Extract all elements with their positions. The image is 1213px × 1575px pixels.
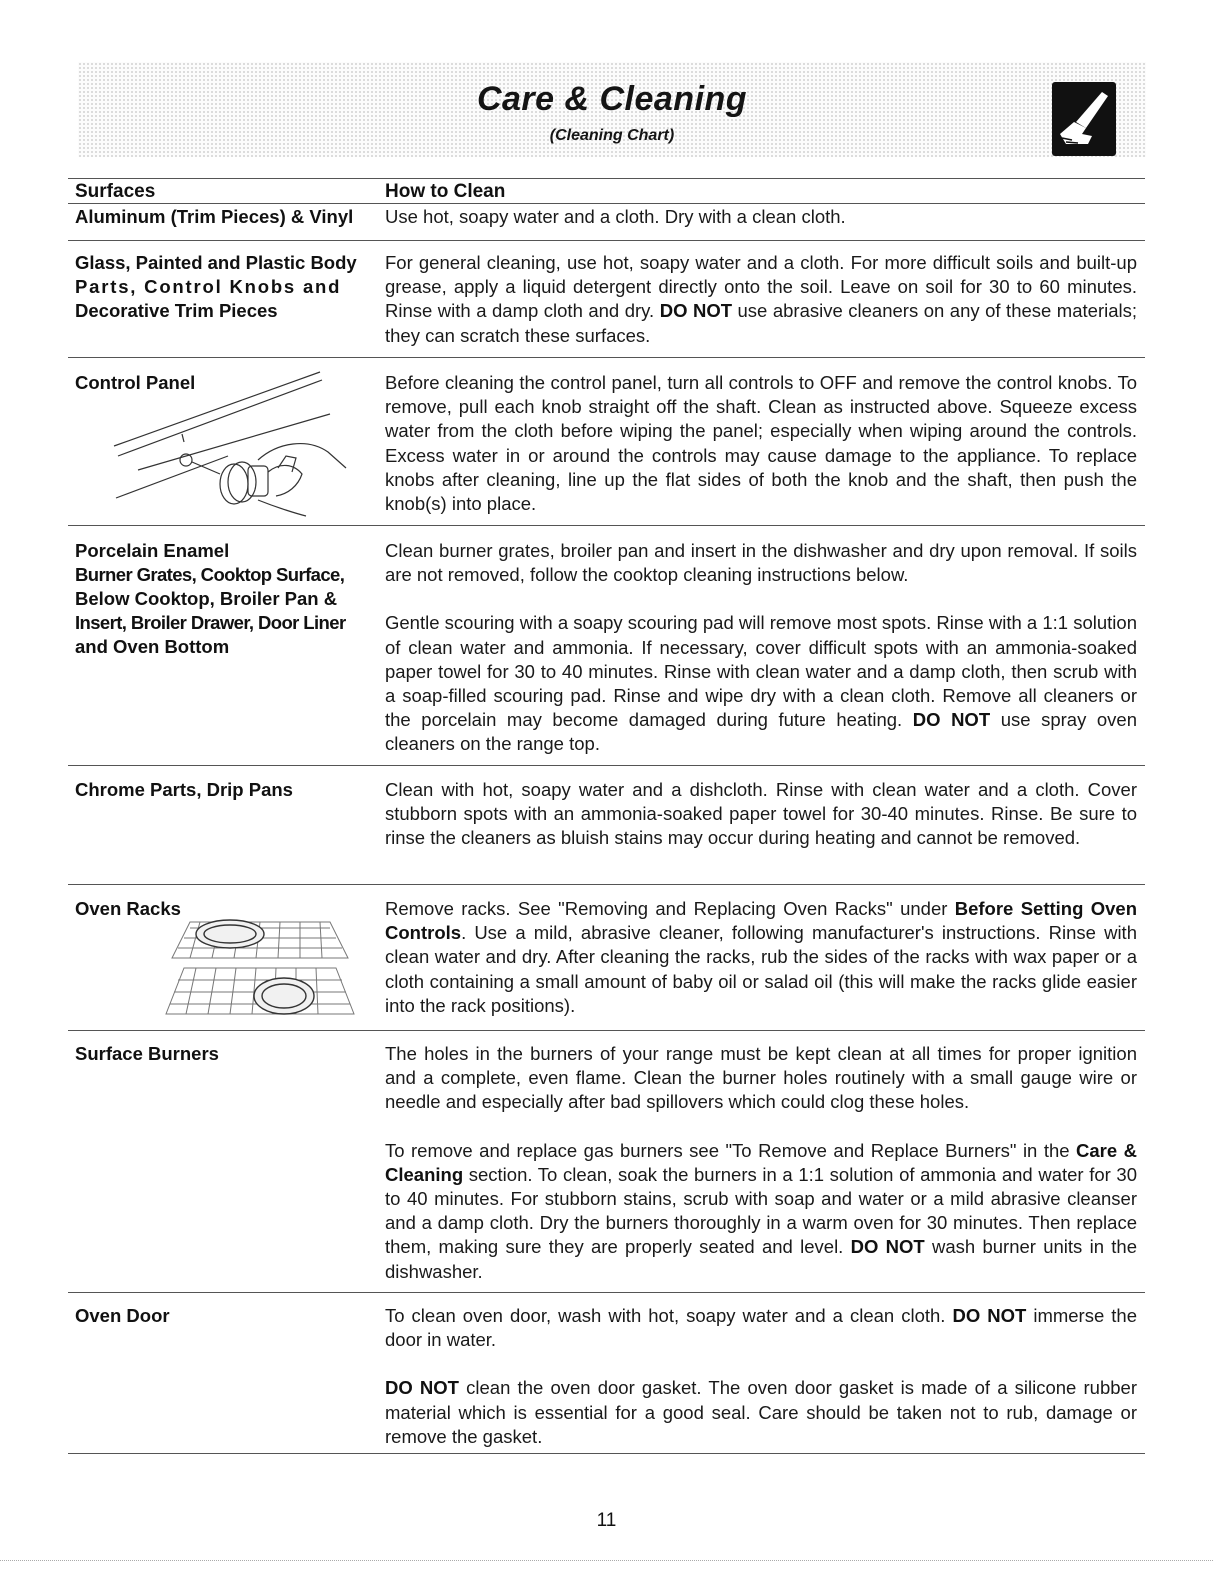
cleaning-text-surface-burners: [385, 1042, 1137, 1284]
body-text: clean the oven door gasket. The oven door gasket is made of a silicone rubber material which is essential for a good seal. Care should be taken not to rub, damage or remove the gasket.: [385, 1377, 1137, 1447]
surface-glass-painted-plastic: Glass, Painted and Plastic Body Parts, Control Knobs and Decorative Trim Pieces: [75, 252, 357, 321]
surface-oven-racks: Oven Racks: [75, 898, 181, 919]
cleaning-text-oven-door: [385, 1304, 1137, 1449]
emphasis-text: DO NOT: [385, 1377, 459, 1399]
body-text: Clean burner grates, broiler pan and insert in the dishwasher and dry upon removal. If soils are not removed, follow the cooktop cleaning instructions below.: [385, 540, 1137, 586]
cleaning-text-porcelain: [385, 539, 1137, 757]
cleaning-paragraph: [385, 897, 1137, 1018]
page-subtitle: (Cleaning Chart): [549, 127, 675, 144]
row-divider: [68, 240, 1145, 241]
body-text: To remove and replace gas burners see "To Remove and Replace Burners" in the: [385, 1139, 1077, 1161]
body-text: The holes in the burners of your range must be kept clean at all times for proper ignition and a complete, even flame. Clean the burner holes routinely with a small gauge wire or needle and especially after bad spillovers which could clog these holes.: [385, 1043, 1137, 1113]
col-header-surfaces: Surfaces: [75, 181, 156, 202]
surface-control-panel: Control Panel: [75, 372, 196, 393]
cleaning-text-control-panel: [385, 371, 1137, 516]
cleaning-text-oven-racks: [385, 897, 1137, 1018]
emphasis-text: DO NOT: [659, 300, 733, 322]
body-text: Gentle scouring with a soapy scouring pad will remove most spots. Rinse with a 1:1 solution of clean water and ammonia. If necessary, cover difficult spots with an ammonia-soaked paper towel for 30 to 40 minutes. Rinse with clean water and a damp cloth, then scrub with a soap-filled scouring pad. Rinse and wipe dry with a clean cloth. Remove all cleaners or the porcelain may become damaged during future heating.: [385, 612, 1137, 731]
body-text: For general cleaning, use hot, soapy water and a cloth. For more difficult soils and built-up grease, apply a liquid detergent directly onto the soil. Leave on soil for 30 to 60 minutes. Rinse with a damp cloth and dry.: [385, 252, 1137, 322]
body-text: Remove racks. See "Removing and Replacing Oven Racks" under: [385, 898, 955, 919]
cleaning-paragraph: [385, 1042, 1137, 1115]
cleaning-paragraph: [385, 611, 1137, 756]
row-divider: [68, 1292, 1145, 1293]
table-top-rule: [68, 178, 1145, 179]
page-title: Care & Cleaning: [476, 80, 748, 118]
cleaning-paragraph: [385, 371, 1137, 516]
col-header-how-to-clean: How to Clean: [385, 181, 506, 202]
row-divider: [68, 765, 1145, 766]
oven-racks-illustration: [160, 910, 360, 1028]
body-text: Clean with hot, soapy water and a dishcloth. Rinse with clean water and a cloth. Cover stubborn spots with an ammonia-soaked paper towel for 30-40 minutes. Rinse. Be sure to rinse the cleaners as bluish stains may occur during heating and cannot be removed.: [385, 779, 1137, 849]
emphasis-text: Before Setting Oven Controls: [385, 898, 1137, 944]
body-text: wash burner units in the dishwasher.: [385, 1236, 1137, 1282]
bottom-edge-dots: [0, 1560, 1213, 1561]
surface-aluminum: Aluminum (Trim Pieces) & Vinyl: [75, 206, 354, 227]
row-divider: [68, 1030, 1145, 1031]
header-banner: [78, 62, 1146, 157]
cleaning-text-aluminum: [385, 205, 1137, 229]
page-number: 11: [596, 1510, 617, 1531]
cleaning-paragraph: [385, 1304, 1137, 1352]
body-text: Use hot, soapy water and a cloth. Dry with a clean cloth.: [385, 206, 846, 227]
emphasis-text: DO NOT: [912, 709, 991, 731]
body-text: . Use a mild, abrasive cleaner, following manufacturer's instructions. Rinse with clean water and dry. After cleaning the racks, rub the sides of the racks with wax paper or a cloth containing a small amount of baby oil or salad oil (this will make the racks glide easier into the rack positions).: [385, 922, 1137, 1016]
surface-oven-door: Oven Door: [75, 1305, 170, 1326]
body-text: Before cleaning the control panel, turn all controls to OFF and remove the control knobs. To remove, pull each knob straight off the shaft. Clean as instructed above. Squeeze excess water from the cloth before wiping the panel; especially when wiping around the controls. Excess water in or around the controls may cause damage to the appliance. To replace knobs after cleaning, line up the flat sides of both the knob and the shaft, then push the knob(s) into place.: [385, 372, 1137, 515]
row-divider: [68, 525, 1145, 526]
emphasis-text: DO NOT: [850, 1236, 925, 1258]
body-text: use spray oven cleaners on the range top.: [385, 709, 1138, 755]
emphasis-text: DO NOT: [952, 1305, 1027, 1326]
cleaning-paragraph: [385, 1139, 1137, 1284]
cleaning-paragraph: [385, 205, 1137, 229]
body-text: immerse the door in water.: [385, 1305, 1137, 1351]
surface-porcelain-enamel: Porcelain Enamel Burner Grates, Cooktop Surface, Below Cooktop, Broiler Pan & Insert, Broiler Drawer, Door Liner and Oven Bottom: [75, 540, 346, 657]
cleaning-paragraph: [385, 251, 1137, 348]
table-bottom-rule: [68, 1453, 1145, 1454]
body-text: section. To clean, soak the burners in a 1:1 solution of ammonia and water for 30 to 40 minutes. For stubborn stains, scrub with soap and water or a mild abrasive cleanser and a damp cloth. Dry the burners thoroughly in a warm oven for 30 minutes. Then replace them, making sure they are properly seated and level.: [385, 1163, 1137, 1258]
header-rule: [68, 203, 1145, 204]
row-divider: [68, 884, 1145, 885]
surface-chrome-parts: Chrome Parts, Drip Pans: [75, 779, 293, 800]
cleaning-text-glass: [385, 251, 1137, 348]
surface-surface-burners: Surface Burners: [75, 1043, 219, 1064]
cleaning-paragraph: [385, 778, 1137, 851]
cleaning-paragraph: [385, 1376, 1137, 1449]
emphasis-text: Care & Cleaning: [385, 1139, 1137, 1185]
body-text: To clean oven door, wash with hot, soapy water and a clean cloth.: [385, 1305, 953, 1326]
control-knob-illustration: [108, 368, 358, 520]
body-text: use abrasive cleaners on any of these materials; they can scratch these surfaces.: [385, 300, 1137, 346]
row-divider: [68, 357, 1145, 358]
cleaning-hand-icon: [1052, 82, 1116, 156]
cleaning-text-chrome: [385, 778, 1137, 851]
cleaning-paragraph: [385, 539, 1137, 587]
